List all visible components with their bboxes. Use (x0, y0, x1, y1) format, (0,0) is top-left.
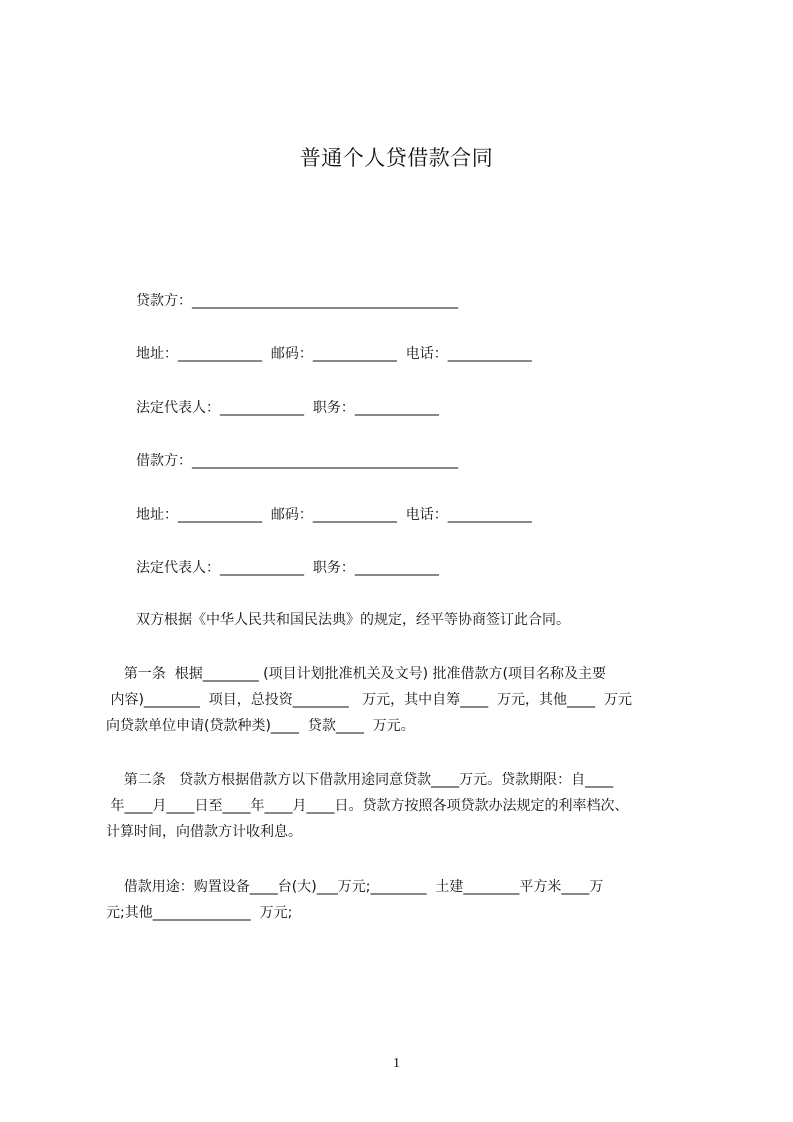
article-2 (106, 767, 702, 845)
article-1 (106, 661, 702, 739)
lender-name-line: 贷款方：______________________________________ (136, 293, 458, 309)
loan-usage (106, 874, 702, 926)
borrower-name-line: 借款方：______________________________________ (136, 453, 458, 469)
contract-intro: 双方根据《中华人民共和国民法典》的规定，经平等协商签订此合同。 (136, 612, 570, 628)
page-number: 1 (393, 1056, 400, 1071)
borrower-representative-line: 法定代表人：____________ 职务：____________ (136, 560, 439, 576)
article-1-line-2: 内容)________ 项目，总投资________ 万元，其中自筹____ 万元，其他____ 万元 (106, 692, 632, 708)
loan-usage-line-2: 元;其他______________ 万元; (106, 905, 293, 921)
page-title: 普通个人贷借款合同 (299, 146, 494, 170)
borrower-address-line: 地址：____________ 邮码：____________ 电话：____________ (136, 507, 532, 523)
loan-usage-line-1: 借款用途：购置设备____台(大)___万元;________ 土建________平方米____万 (106, 879, 604, 895)
lender-address-line: 地址：____________ 邮码：____________ 电话：____________ (136, 346, 532, 362)
article-1-line-1: 第一条 根据________ (项目计划批准机关及文号) 批准借款方(项目名称及主要 (106, 666, 606, 682)
article-2-line-2: 年____月____日至____年____月____日。贷款方按照各项贷款办法规定的利率档次、 (106, 798, 629, 814)
lender-representative-line: 法定代表人：____________ 职务：____________ (136, 400, 439, 416)
article-1-line-3: 向贷款单位申请(贷款种类)____ 贷款____ 万元。 (106, 718, 415, 734)
article-2-line-1: 第二条 贷款方根据借款方以下借款用途同意贷款____万元。贷款期限：自____ (106, 772, 614, 788)
article-2-line-3: 计算时间，向借款方计收利息。 (106, 824, 302, 840)
